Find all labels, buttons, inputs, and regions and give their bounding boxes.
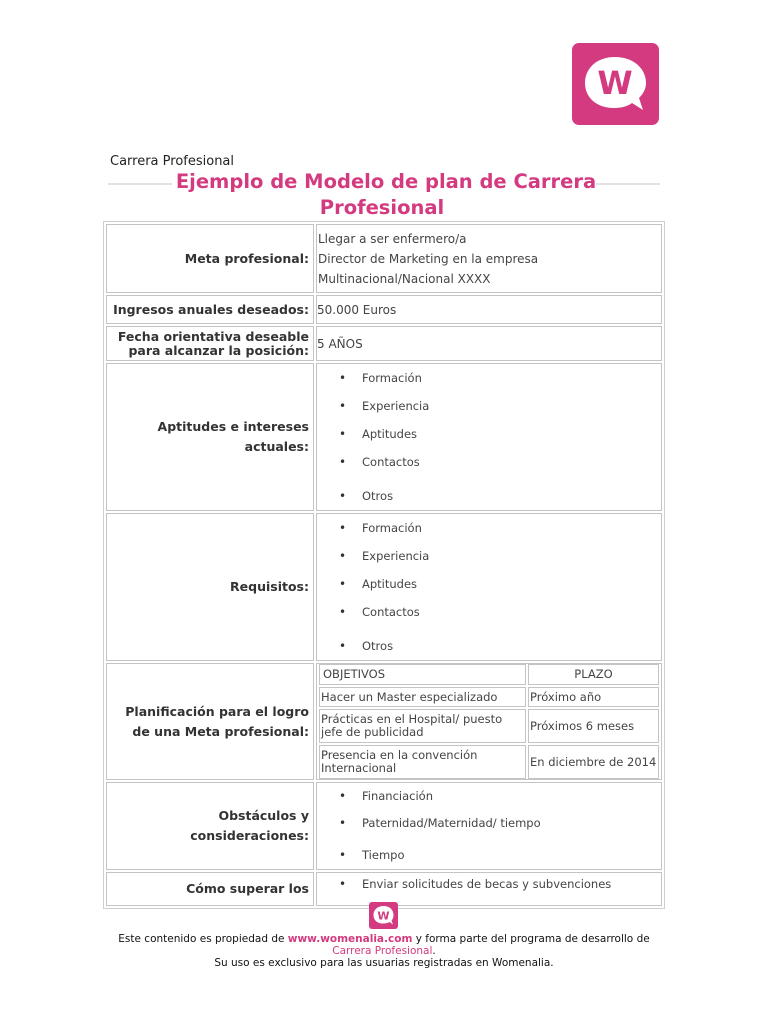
planificacion-label-line: Planificación para el logro <box>125 703 309 719</box>
table-row <box>319 745 659 779</box>
row-obstaculos <box>106 782 662 870</box>
footer-line-2: Su uso es exclusivo para las usuarias registradas en Womenalia. <box>214 957 554 969</box>
obstaculos-label-line: consideraciones: <box>190 828 309 843</box>
footer-line-program <box>0 945 768 957</box>
footer-logo-letter: W <box>377 909 390 923</box>
fecha-label-line: para alcanzar la posición: <box>128 342 309 358</box>
obstaculos-label <box>106 782 314 870</box>
ingresos-value: 50.000 Euros <box>316 295 662 324</box>
obstaculos-label-line: Obstáculos y <box>218 808 309 823</box>
career-plan-table <box>103 221 665 909</box>
footer-logo <box>369 902 398 929</box>
row-superar <box>106 872 662 906</box>
superar-list <box>316 872 662 906</box>
column-header-plazo: PLAZO <box>528 664 659 685</box>
list-item: • Otros <box>317 482 661 510</box>
womenalia-logo <box>572 43 659 125</box>
objetivo-cell: Presencia en la convención Internacional <box>319 745 526 779</box>
aptitudes-list <box>316 363 662 511</box>
objetivo-cell: Hacer un Master especializado <box>319 687 526 707</box>
footer <box>0 933 768 969</box>
program-link[interactable]: Carrera Profesional <box>332 945 433 957</box>
aptitudes-label-line: Aptitudes e intereses <box>157 419 309 434</box>
list-item: • Aptitudes <box>317 570 661 598</box>
aptitudes-label <box>106 363 314 511</box>
ingresos-label: Ingresos anuales deseados: <box>106 295 314 324</box>
fecha-value: 5 AÑOS <box>316 326 662 361</box>
row-meta <box>106 224 662 293</box>
aptitudes-label-line: actuales: <box>244 439 309 454</box>
meta-value <box>316 224 662 293</box>
list-item: • Financiación <box>317 783 661 809</box>
plazo-cell: Próximo año <box>528 687 659 707</box>
plazo-cell: Próximos 6 meses <box>528 709 659 743</box>
list-item: • Formación <box>317 514 661 542</box>
womenalia-link[interactable]: www.womenalia.com <box>287 933 413 945</box>
requisitos-list <box>316 513 662 661</box>
fecha-label <box>106 326 314 361</box>
list-item: • Contactos <box>317 448 661 476</box>
plazo-cell: En diciembre de 2014 <box>528 745 659 779</box>
list-item: • Formación <box>317 364 661 392</box>
fecha-label-line: Fecha orientativa deseable <box>117 328 309 344</box>
row-aptitudes <box>106 363 662 511</box>
table-row <box>319 709 659 743</box>
planificacion-label-line: de una Meta profesional: <box>132 723 309 739</box>
superar-label: Cómo superar los <box>106 872 314 906</box>
row-planificacion <box>106 663 662 780</box>
meta-line: Multinacional/Nacional XXXX <box>318 271 491 286</box>
section-label: Carrera Profesional <box>110 154 235 169</box>
meta-line: Director de Marketing en la empresa <box>318 251 539 266</box>
requisitos-label: Requisitos: <box>106 513 314 661</box>
meta-line: Llegar a ser enfermero/a <box>318 231 467 246</box>
footer-period: . <box>432 945 436 957</box>
table-row <box>319 687 659 707</box>
planificacion-table-cell <box>316 663 662 780</box>
row-ingresos <box>106 295 662 324</box>
list-item: • Enviar solicitudes de becas y subvenciones <box>317 873 661 895</box>
list-item: • Tiempo <box>317 841 661 869</box>
list-item: • Experiencia <box>317 542 661 570</box>
list-item: • Aptitudes <box>317 420 661 448</box>
footer-text: y forma parte del programa de desarrollo de <box>412 933 650 945</box>
row-requisitos <box>106 513 662 661</box>
column-header-objetivos: OBJETIVOS <box>319 664 526 685</box>
objectives-table <box>317 662 661 781</box>
footer-text: Este contenido es propiedad de <box>118 933 288 945</box>
meta-label: Meta profesional: <box>106 224 314 293</box>
planificacion-label <box>106 663 314 780</box>
footer-line-1 <box>0 933 768 945</box>
obstaculos-list <box>316 782 662 870</box>
page-title: Ejemplo de Modelo de plan de Carrera Profesional <box>108 169 660 221</box>
list-item: • Paternidad/Maternidad/ tiempo <box>317 809 661 837</box>
row-fecha <box>106 326 662 361</box>
objetivo-cell: Prácticas en el Hospital/ puesto jefe de publicidad <box>319 709 526 743</box>
list-item: • Experiencia <box>317 392 661 420</box>
list-item: • Otros <box>317 632 661 660</box>
list-item: • Contactos <box>317 598 661 626</box>
logo-letter: W <box>597 64 633 102</box>
